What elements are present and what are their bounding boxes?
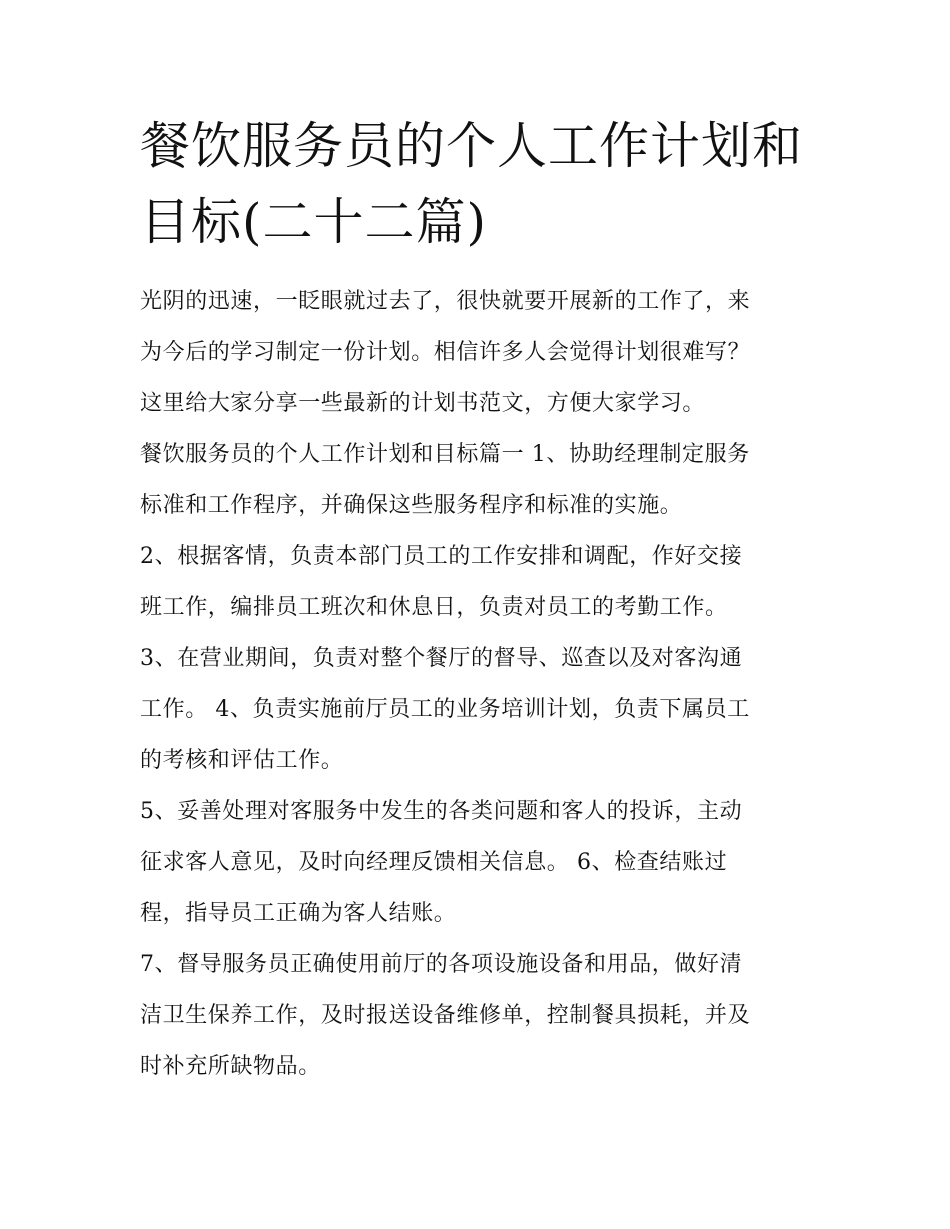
body-line-15: 洁卫生保养工作，及时报送设备维修单，控制餐具损耗，并及 xyxy=(140,1003,751,1028)
body-line-2: 为今后的学习制定一份计划。相信许多人会觉得计划很难写？ xyxy=(140,340,751,365)
document-body xyxy=(140,276,830,1092)
body-line-7: 班工作，编排员工班次和休息日，负责对员工的考勤工作。 xyxy=(140,595,728,620)
body-line-4: 餐饮服务员的个人工作计划和目标篇一 1、协助经理制定服务 xyxy=(140,442,750,467)
body-line-9: 工作。 4、负责实施前厅员工的业务培训计划，负责下属员工 xyxy=(140,697,750,722)
title-line-2: 目标(二十二篇) xyxy=(140,193,488,251)
title-line-1: 餐饮服务员的个人工作计划和 xyxy=(140,117,803,175)
body-line-12: 征求客人意见，及时向经理反馈相关信息。 6、检查结账过 xyxy=(140,850,728,875)
body-line-11: 5、妥善处理对客服务中发生的各类问题和客人的投诉，主动 xyxy=(140,799,743,824)
body-line-5: 标准和工作程序，并确保这些服务程序和标准的实施。 xyxy=(140,493,683,518)
body-line-14: 7、督导服务员正确使用前厅的各项设施设备和用品，做好清 xyxy=(140,952,743,977)
body-line-16: 时补充所缺物品。 xyxy=(140,1054,321,1079)
document-title xyxy=(140,108,820,260)
body-line-13: 程，指导员工正确为客人结账。 xyxy=(140,901,457,926)
body-line-3: 这里给大家分享一些最新的计划书范文，方便大家学习。 xyxy=(140,391,706,416)
body-line-10: 的考核和评估工作。 xyxy=(140,748,344,773)
body-line-1: 光阴的迅速，一眨眼就过去了，很快就要开展新的工作了，来 xyxy=(140,289,751,314)
body-line-6: 2、根据客情，负责本部门员工的工作安排和调配，作好交接 xyxy=(140,544,743,569)
body-line-8: 3、在营业期间，负责对整个餐厅的督导、巡查以及对客沟通 xyxy=(140,646,743,671)
